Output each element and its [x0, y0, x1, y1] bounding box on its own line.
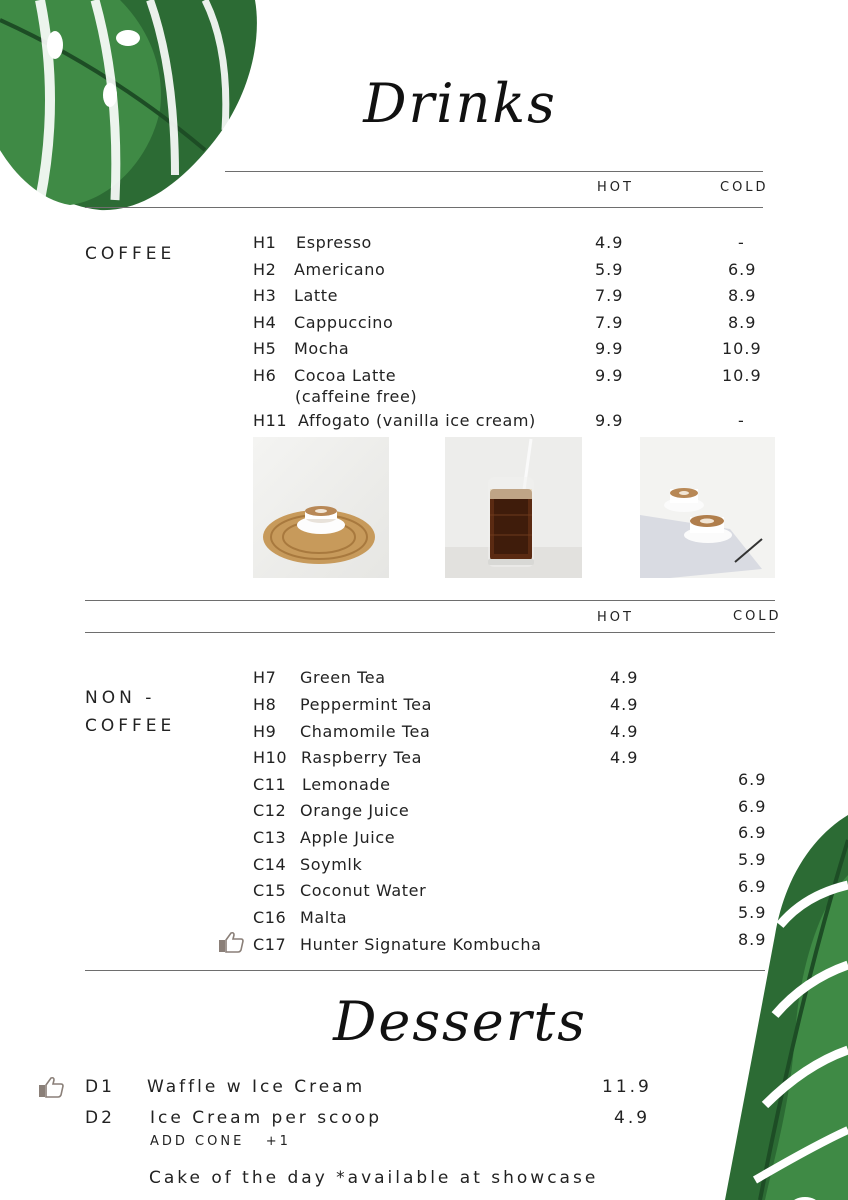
column-hot: HOT: [597, 610, 634, 625]
divider: [85, 970, 765, 971]
menu-item: [253, 286, 773, 310]
price-cold: 6.9: [738, 770, 767, 789]
menu-item: [253, 339, 773, 363]
menu-item: [253, 855, 573, 879]
item-code: H11: [253, 411, 288, 430]
menu-item: [253, 695, 573, 719]
label-line: NON -: [85, 688, 156, 708]
price-cold: 8.9: [738, 930, 767, 949]
price-hot: 4.9: [610, 668, 639, 687]
item-code: C14: [253, 855, 287, 874]
column-cold: COLD: [733, 609, 782, 624]
dessert-price: 4.9: [614, 1108, 651, 1128]
price-hot: 9.9: [595, 411, 624, 430]
menu-item: [253, 828, 573, 852]
dessert-name: Ice Cream per scoop: [150, 1108, 382, 1128]
column-hot: HOT: [597, 180, 634, 195]
item-code: H10: [253, 748, 288, 767]
photo-two-lattes: [640, 437, 775, 578]
desserts-title: Desserts: [333, 990, 587, 1053]
thumbs-up-icon: [38, 1076, 64, 1098]
price-cold: -: [738, 233, 745, 252]
price-cold: 5.9: [738, 903, 767, 922]
item-name: Apple Juice: [300, 828, 396, 847]
menu-item: [253, 233, 773, 257]
price-cold: 6.9: [738, 877, 767, 896]
item-name: Cappuccino: [294, 313, 394, 332]
menu-item: [253, 366, 773, 410]
photo-cappuccino-on-mat: [253, 437, 389, 578]
item-name: Affogato (vanilla ice cream): [298, 411, 536, 430]
column-cold: COLD: [720, 180, 769, 195]
price-cold: -: [738, 411, 745, 430]
item-code: C11: [253, 775, 287, 794]
item-name: Raspberry Tea: [301, 748, 422, 767]
menu-item: [253, 313, 773, 337]
price-hot: 9.9: [595, 339, 624, 358]
price-hot: 4.9: [610, 722, 639, 741]
menu-item: [253, 775, 573, 799]
item-code: H2: [253, 260, 277, 279]
price-cold: 10.9: [722, 366, 762, 385]
price-cold: 8.9: [728, 286, 757, 305]
price-hot: 4.9: [610, 695, 639, 714]
price-hot: 7.9: [595, 286, 624, 305]
item-code: C17: [253, 935, 287, 954]
item-name: Peppermint Tea: [300, 695, 433, 714]
menu-item: [253, 801, 573, 825]
item-name: Soymlk: [300, 855, 363, 874]
dessert-note: Cake of the day *available at showcase: [149, 1168, 599, 1188]
dessert-code: D2: [85, 1108, 115, 1128]
divider: [85, 632, 775, 633]
section-label-non-coffee: [85, 684, 175, 740]
dessert-name: Waffle w Ice Cream: [147, 1077, 366, 1097]
photo-iced-coffee: [445, 437, 582, 578]
price-hot: 9.9: [595, 366, 624, 385]
menu-item: [253, 668, 573, 692]
monstera-leaf-top-left: [0, 0, 265, 215]
menu-item: [253, 722, 573, 746]
item-name: Mocha: [294, 339, 350, 358]
item-name: Malta: [300, 908, 348, 927]
item-name: Orange Juice: [300, 801, 410, 820]
price-hot: 7.9: [595, 313, 624, 332]
item-name: Americano: [294, 260, 386, 279]
item-code: C16: [253, 908, 287, 927]
item-note: (caffeine free): [295, 387, 418, 406]
divider: [85, 207, 763, 208]
menu-item: [253, 748, 573, 772]
price-hot: 5.9: [595, 260, 624, 279]
price-cold: 6.9: [738, 797, 767, 816]
item-code: H7: [253, 668, 277, 687]
price-cold: 8.9: [728, 313, 757, 332]
price-cold: 10.9: [722, 339, 762, 358]
monstera-leaf-bottom-right: [705, 815, 848, 1200]
section-label-coffee: COFFEE: [85, 244, 176, 264]
menu-item: [253, 260, 773, 284]
item-code: H5: [253, 339, 277, 358]
item-code: H1: [253, 233, 277, 252]
price-cold: 6.9: [728, 260, 757, 279]
item-code: H3: [253, 286, 277, 305]
item-name: Cocoa Latte: [294, 366, 397, 385]
dessert-code: D1: [85, 1077, 115, 1097]
item-code: H6: [253, 366, 277, 385]
item-name: Green Tea: [300, 668, 386, 687]
item-name: Latte: [294, 286, 339, 305]
item-code: C15: [253, 881, 287, 900]
divider: [85, 600, 775, 601]
price-cold: 5.9: [738, 850, 767, 869]
menu-item: [253, 411, 773, 435]
price-hot: 4.9: [610, 748, 639, 767]
menu-item: [253, 908, 573, 932]
item-name: Lemonade: [302, 775, 391, 794]
item-code: H8: [253, 695, 277, 714]
menu-item: [253, 881, 573, 905]
price-hot: 4.9: [595, 233, 624, 252]
item-code: H4: [253, 313, 277, 332]
item-name: Coconut Water: [300, 881, 427, 900]
divider: [225, 171, 763, 172]
item-code: C12: [253, 801, 287, 820]
item-code: C13: [253, 828, 287, 847]
item-name: Hunter Signature Kombucha: [300, 935, 542, 954]
item-name: Chamomile Tea: [300, 722, 431, 741]
item-name: Espresso: [296, 233, 372, 252]
menu-item-recommended: [253, 935, 573, 959]
dessert-price: 11.9: [602, 1077, 652, 1097]
dessert-addon: ADD CONE +1: [150, 1134, 291, 1149]
price-cold: 6.9: [738, 823, 767, 842]
label-line: COFFEE: [85, 716, 176, 736]
thumbs-up-icon: [218, 931, 244, 953]
drinks-title: Drinks: [363, 72, 557, 135]
item-code: H9: [253, 722, 277, 741]
